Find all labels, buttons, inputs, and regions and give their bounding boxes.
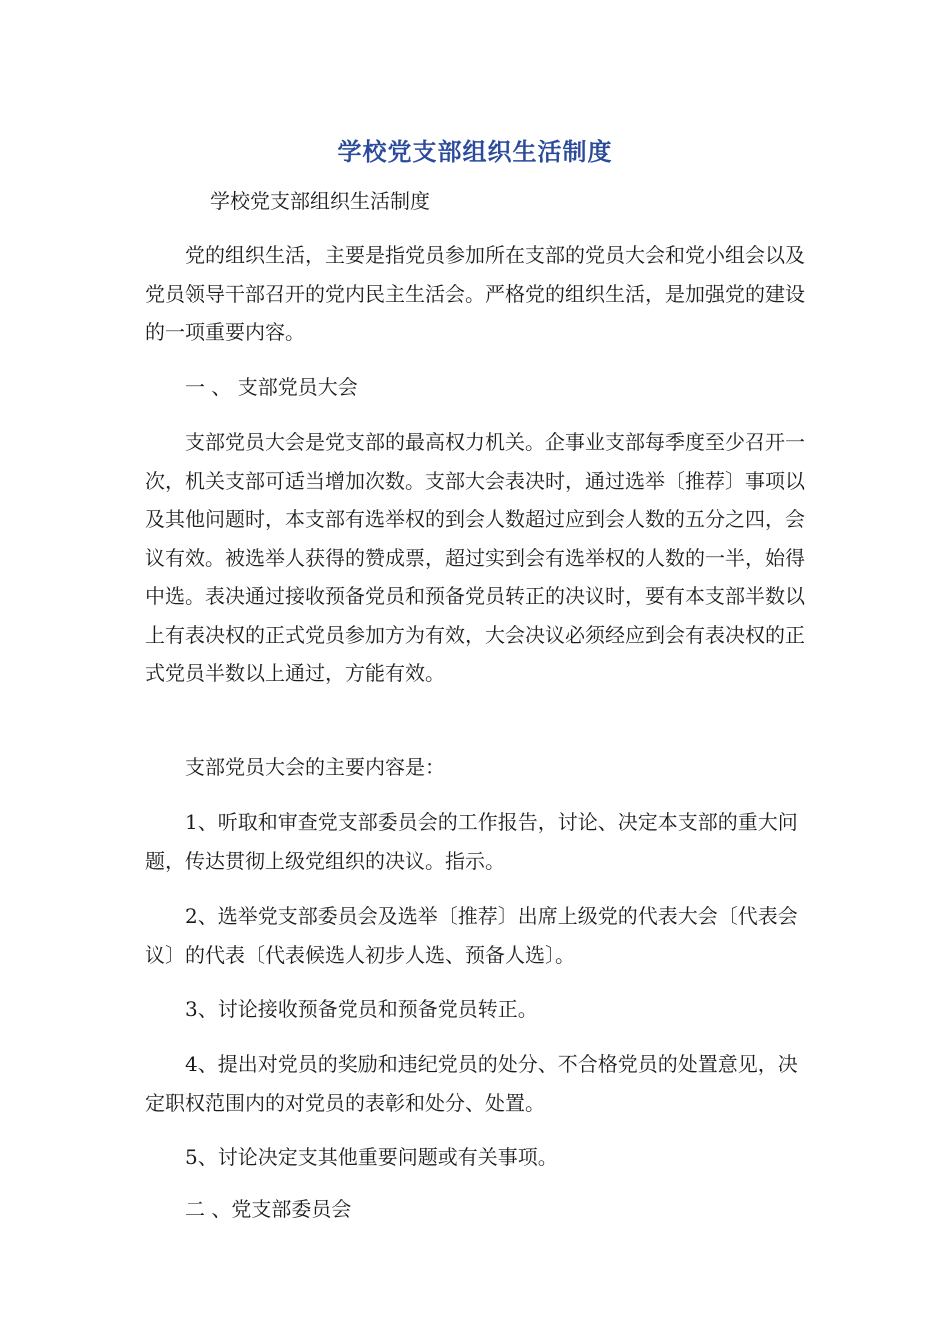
document-subtitle: 学校党支部组织生活制度 — [210, 189, 430, 213]
paragraph-main-content-heading: 支部党员大会的主要内容是： — [185, 755, 445, 779]
document-title: 学校党支部组织生活制度 — [337, 138, 613, 166]
list-item-4: 4、提出对党员的奖励和违纪党员的处分、不合格党员的处置意见，决定职权范围内的对党员的表彰和处分、处置。 — [145, 1052, 798, 1115]
list-item-1: 1、听取和审查党支部委员会的工作报告，讨论、决定本支部的重大问题，传达贯彻上级党组织的决议。指示。 — [145, 810, 798, 873]
section-heading-2: 二 、党支部委员会 — [185, 1197, 352, 1221]
section-heading-1: 一 、 支部党员大会 — [185, 375, 358, 399]
list-item-3: 3、讨论接收预备党员和预备党员转正。 — [185, 997, 538, 1021]
paragraph-intro: 党的组织生活，主要是指党员参加所在支部的党员大会和党小组会以及党员领导干部召开的党内民主生活会。严格党的组织生活，是加强党的建设的一项重要内容。 — [145, 243, 805, 344]
list-item-2: 2、选举党支部委员会及选举〔推荐〕出席上级党的代表大会〔代表会议〕的代表〔代表候选人初步人选、预备人选〕。 — [145, 904, 798, 967]
list-item-5: 5、讨论决定支其他重要问题或有关事项。 — [185, 1145, 558, 1169]
paragraph-branch-meeting: 支部党员大会是党支部的最高权力机关。企事业支部每季度至少召开一次，机关支部可适当增加次数。支部大会表决时，通过选举〔推荐〕事项以及其他问题时，本支部有选举权的到会人数超过应到会人数的五分之四，会议有效。被选举人获得的赞成票，超过实到会有选举权的人数的一半，始得中选。表决通过接收预备党员和预备党员转正的决议时，要有本支部半数以上有表决权的正式党员参加方为有效，大会决议必须经应到会有表决权的正式党员半数以上通过，方能有效。 — [145, 430, 805, 685]
